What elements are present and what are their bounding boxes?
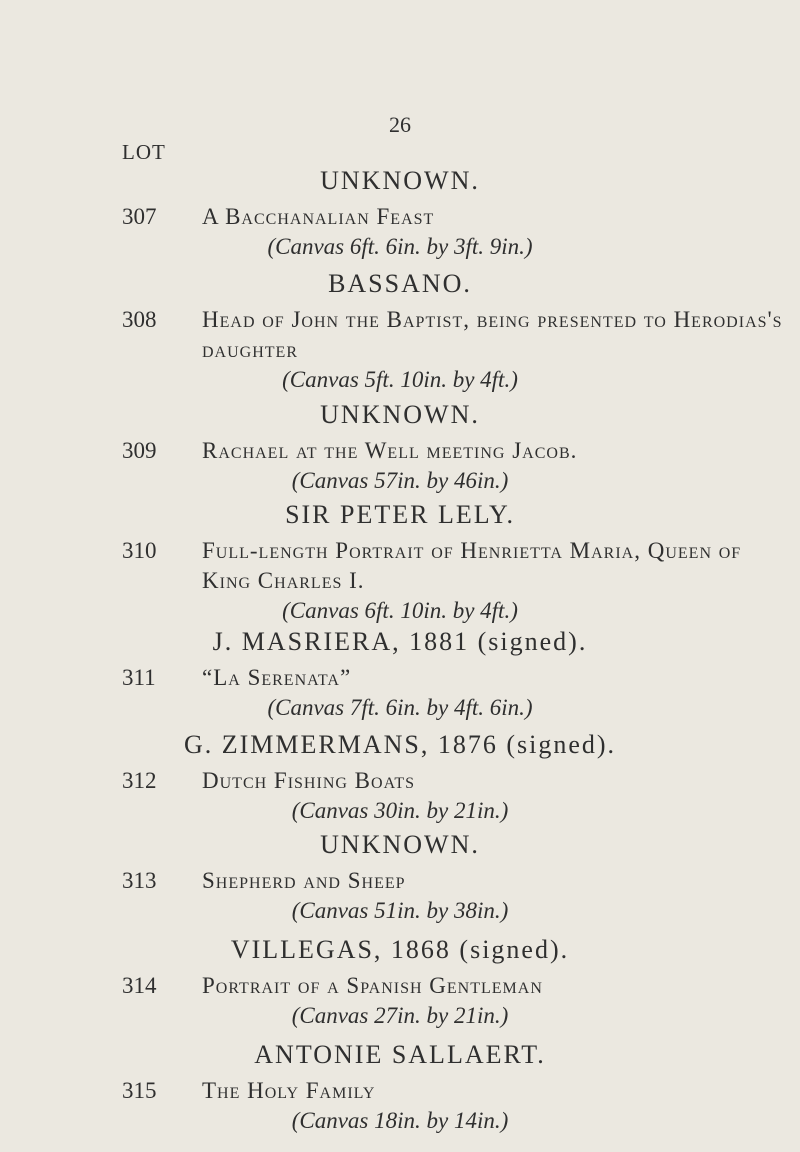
artwork-title: Head of John the Baptist, being presented to Herodias's daughter [202,307,783,362]
artwork-title: Portrait of a Spanish Gentleman [202,973,543,998]
canvas-dimensions: (Canvas 30in. by 21in.) [291,798,509,823]
artist-name: UNKNOWN. [320,400,480,429]
canvas-dimensions: (Canvas 18in. by 14in.) [291,1108,509,1133]
artist-name: BASSANO. [328,269,472,298]
artist-name: J. MASRIERA, 1881 (signed). [212,627,588,656]
lot-number: 315 [122,1078,157,1103]
artwork-title: Rachael at the Well meeting Jacob. [202,438,578,463]
artwork-title: Full-length Portrait of Henrietta Maria, Queen of King Charles I. [202,538,742,593]
artist-name: G. ZIMMERMANS, 1876 (signed). [183,730,617,759]
canvas-dimensions: (Canvas 5ft. 10in. by 4ft.) [282,367,518,392]
artwork-title: Dutch Fishing Boats [202,768,416,793]
lot-number: 314 [122,973,157,998]
artist-name: VILLEGAS, 1868 (signed). [230,935,570,964]
artwork-title: The Holy Family [202,1078,376,1103]
canvas-dimensions: (Canvas 6ft. 10in. by 4ft.) [282,598,518,623]
canvas-dimensions: (Canvas 51in. by 38in.) [291,898,509,923]
artwork-title: “La Serenata” [202,665,352,690]
lot-number: 308 [122,307,157,332]
artist-name: UNKNOWN. [320,830,480,859]
artwork-title: Shepherd and Sheep [202,868,406,893]
canvas-dimensions: (Canvas 6ft. 6in. by 3ft. 9in.) [267,234,533,259]
lot-number: 310 [122,538,157,563]
lot-number: 311 [122,665,156,690]
artist-name: SIR PETER LELY. [285,500,515,529]
artist-name: UNKNOWN. [320,166,480,195]
canvas-dimensions: (Canvas 57in. by 46in.) [291,468,509,493]
lot-number: 309 [122,438,157,463]
canvas-dimensions: (Canvas 7ft. 6in. by 4ft. 6in.) [267,695,533,720]
lot-column-header: LOT [122,140,166,164]
canvas-dimensions: (Canvas 27in. by 21in.) [291,1003,509,1028]
artwork-title: A Bacchanalian Feast [202,204,435,229]
artist-name: ANTONIE SALLAERT. [254,1040,546,1069]
page-number: 26 [389,112,411,137]
lot-number: 312 [122,768,157,793]
lot-number: 313 [122,868,157,893]
lot-number: 307 [122,204,157,229]
